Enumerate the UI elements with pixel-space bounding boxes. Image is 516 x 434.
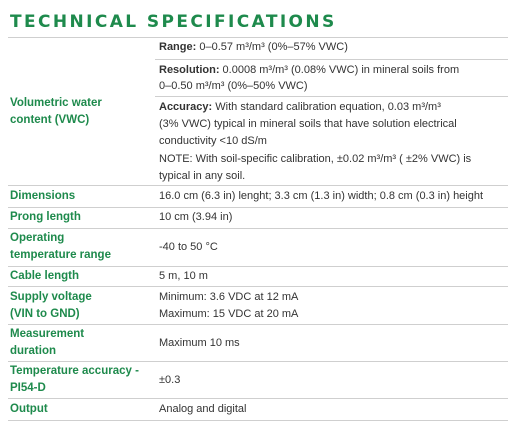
vwc-note: NOTE: With soil-specific calibration, ±0.02 m³/m³ ( ±2% VWC) is (159, 153, 472, 165)
resolution-label: Resolution: (159, 64, 220, 76)
dimensions-value: 16.0 cm (6.3 in) lenght; 3.3 cm (1.3 in) width; 0.8 cm (0.3 in) height (159, 190, 484, 202)
divider (155, 59, 508, 60)
operating-temp-label: Operating temperature range (10, 232, 111, 261)
divider (8, 37, 508, 38)
dimensions-label: Dimensions (10, 190, 76, 202)
vwc-range (159, 39, 348, 56)
supply-voltage-label: Supply voltage (VIN to GND) (10, 291, 92, 320)
divider (8, 228, 508, 229)
temperature-accuracy-value: ±0.3 (159, 374, 181, 386)
divider (8, 420, 508, 421)
vwc-accuracy-cont: (3% VWC) typical in mineral soils that have solution electrical (159, 118, 457, 130)
page-title: TECHNICAL SPECIFICATIONS (10, 12, 337, 32)
accuracy-value: With standard calibration equation, 0.03 m³/m³ (212, 101, 441, 113)
divider (8, 185, 508, 186)
measurement-duration-label: Measurement duration (10, 328, 85, 357)
divider (8, 286, 508, 287)
range-label: Range: (159, 41, 197, 53)
divider (8, 266, 508, 267)
vwc-label: Volumetric water content (VWC) (10, 97, 102, 126)
supply-voltage-value: Minimum: 3.6 VDC at 12 mA Maximum: 15 VDC at 20 mA (159, 291, 299, 320)
cable-length-value: 5 m, 10 m (159, 270, 208, 282)
accuracy-label: Accuracy: (159, 101, 213, 113)
vwc-note-cont: typical in any soil. (159, 170, 246, 182)
measurement-duration-value: Maximum 10 ms (159, 337, 240, 349)
divider (8, 324, 508, 325)
vwc-accuracy-cont: conductivity <10 dS/m (159, 135, 267, 147)
vwc-resolution-cont: 0–0.50 m³/m³ (0%–50% VWC) (159, 80, 308, 92)
output-label: Output (10, 403, 48, 415)
prong-length-label: Prong length (10, 211, 81, 223)
divider (155, 96, 508, 97)
range-value: 0–0.57 m³/m³ (0%–57% VWC) (196, 41, 348, 53)
vwc-resolution (159, 62, 459, 79)
resolution-value: 0.0008 m³/m³ (0.08% VWC) in mineral soils from (219, 64, 460, 76)
cable-length-label: Cable length (10, 270, 80, 282)
vwc-accuracy (159, 99, 441, 116)
divider (8, 398, 508, 399)
divider (8, 207, 508, 208)
output-value: Analog and digital (159, 403, 247, 415)
operating-temp-value: -40 to 50 °C (159, 241, 218, 253)
temperature-accuracy-label: Temperature accuracy - PI54-D (10, 365, 139, 394)
prong-length-value: 10 cm (3.94 in) (159, 211, 233, 223)
divider (8, 361, 508, 362)
